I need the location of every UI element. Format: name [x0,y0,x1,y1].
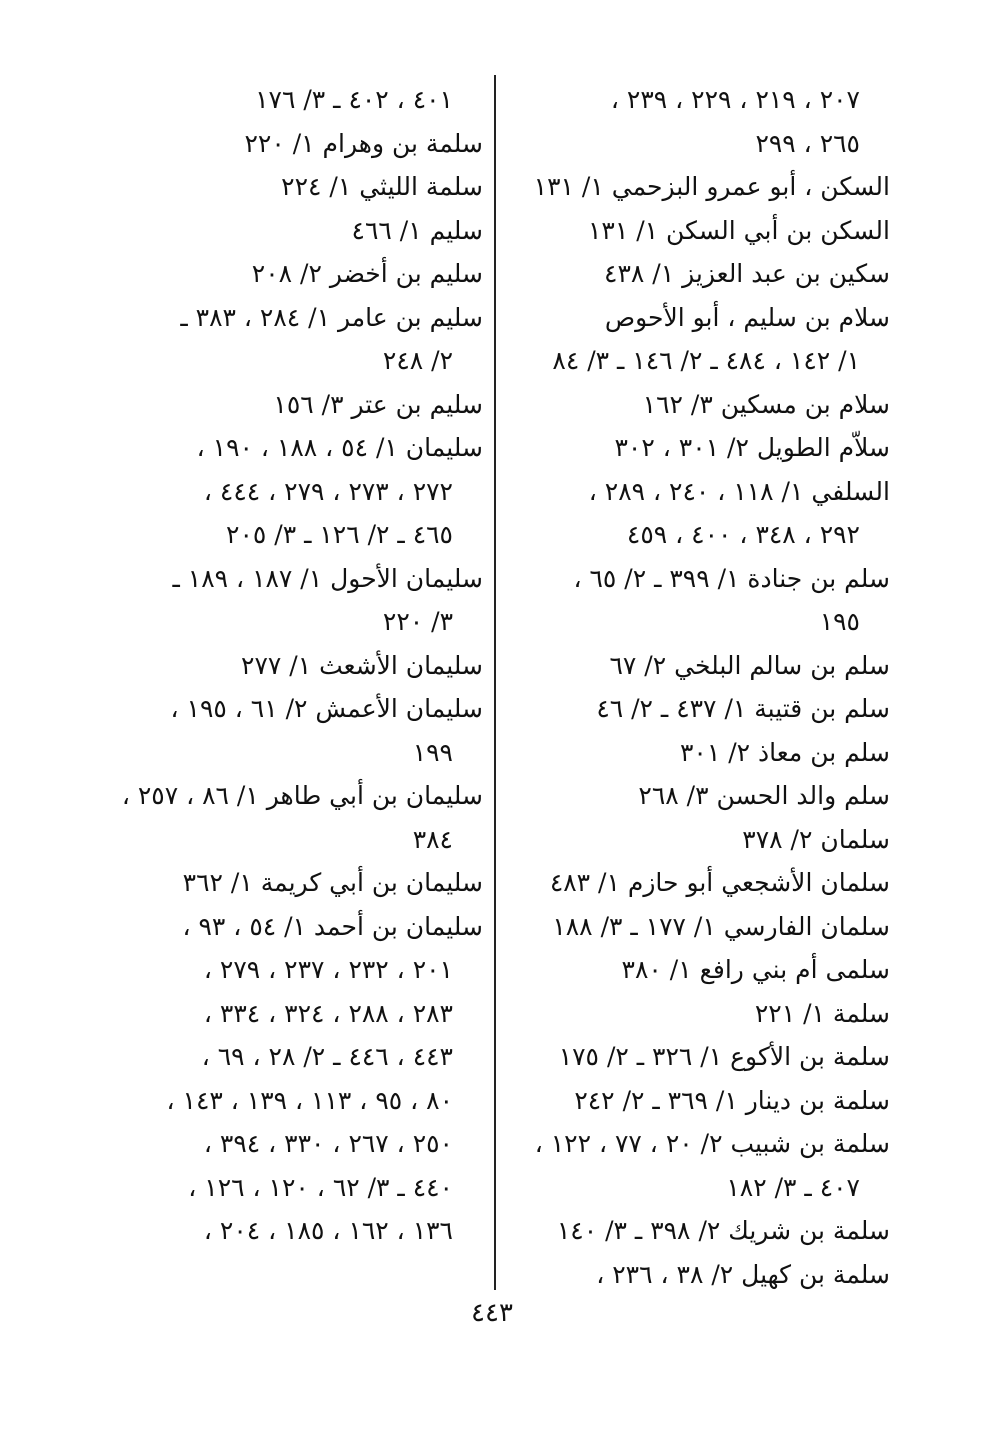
index-entry: سلام بن مسكين ٣/ ١٦٢ [642,389,890,419]
index-entry-continuation: ١/ ١٤٢ ، ٤٨٤ ـ ٢/ ١٤٦ ـ ٣/ ٨٤ [552,346,860,375]
page-number: ٤٤٣ [471,1298,513,1328]
index-entry-continuation: ٢٥٠ ، ٢٦٧ ، ٣٣٠ ، ٣٩٤ ، [203,1129,453,1158]
index-entry: سكين بن عبد العزيز ١/ ٤٣٨ [604,259,890,288]
column-divider [494,75,496,1290]
index-entry: سلام بن سليم ، أبو الأحوص [604,302,890,332]
index-entry: سليمان بن أبي كريمة ١/ ٣٦٢ [182,868,483,897]
index-entry: سلمة ١/ ٢٢١ [754,998,890,1028]
index-entry: سلمان ٢/ ٣٧٨ [742,824,890,854]
index-entry: سليمان الأحول ١/ ١٨٧ ، ١٨٩ ـ [172,563,483,593]
index-entry: السلفي ١/ ١١٨ ، ٢٤٠ ، ٢٨٩ ، [588,476,890,506]
index-entry: سلمة بن دينار ١/ ٣٦٩ ـ ٢/ ٢٤٢ [574,1085,890,1115]
index-entry-continuation: ٣/ ٢٢٠ [382,607,453,636]
index-entry-continuation: ٤٦٥ ـ ٢/ ١٢٦ ـ ٣/ ٢٠٥ [226,520,453,549]
index-entry: سلم بن جنادة ١/ ٣٩٩ ـ ٢/ ٦٥ ، [573,563,890,593]
index-entry: سلمان الفارسي ١/ ١٧٧ ـ ٣/ ١٨٨ [552,911,890,941]
index-entry: سليم بن عامر ١/ ٢٨٤ ، ٣٨٣ ـ [180,302,483,332]
index-entry: سليم بن عتر ٣/ ١٥٦ [273,389,483,419]
index-entry-continuation: ٤٠٧ ـ ٣/ ١٨٢ [726,1172,860,1202]
index-entry-continuation: ٢٨٣ ، ٢٨٨ ، ٣٢٤ ، ٣٣٤ ، [203,998,453,1028]
index-entry: سلمة الليثي ١/ ٢٢٤ [281,172,483,201]
index-entry-continuation: ٤٤٠ ـ ٣/ ٦٢ ، ١٢٠ ، ١٢٦ ، [188,1172,453,1202]
index-entry: سلمة بن وهرام ١/ ٢٢٠ [244,128,483,158]
index-entry-continuation: ٤٤٣ ، ٤٤٦ ـ ٢/ ٢٨ ، ٦٩ ، [201,1042,453,1071]
index-entry-continuation: ٣٨٤ [412,824,453,854]
index-entry: سلم بن قتيبة ١/ ٤٣٧ ـ ٢/ ٤٦ [596,694,890,723]
index-entry-continuation: ٢٧٢ ، ٢٧٣ ، ٢٧٩ ، ٤٤٤ ، [203,476,453,506]
index-entry: سليمان الأشعث ١/ ٢٧٧ [241,650,483,680]
index-entry: السكن ، أبو عمرو البزحمي ١/ ١٣١ [533,172,890,201]
index-entry-continuation: ١٣٦ ، ١٦٢ ، ١٨٥ ، ٢٠٤ ، [203,1216,453,1245]
index-entry: سليم بن أخضر ٢/ ٢٠٨ [251,259,483,288]
index-entry: سلمة بن شبيب ٢/ ٢٠ ، ٧٧ ، ١٢٢ ، [534,1129,890,1158]
index-entry: سلمة بن شريك ٢/ ٣٩٨ ـ ٣/ ١٤٠ [556,1216,890,1245]
index-entry: سلاّم الطويل ٢/ ٣٠١ ، ٣٠٢ [614,433,890,462]
index-entry: سليمان بن أحمد ١/ ٥٤ ، ٩٣ ، [182,911,483,941]
index-entry: سلمة بن الأكوع ١/ ٣٢٦ ـ ٢/ ١٧٥ [558,1042,890,1071]
index-entry-continuation: ٤٠١ ، ٤٠٢ ـ ٣/ ١٧٦ [255,85,453,114]
index-entry-continuation: ١٩٩ [412,737,453,767]
index-entry: سلم بن سالم البلخي ٢/ ٦٧ [609,650,890,680]
index-entry: سلم بن معاذ ٢/ ٣٠١ [679,737,890,767]
index-entry: سلم والد الحسن ٣/ ٢٦٨ [638,781,890,810]
index-entry-continuation: ٢٠١ ، ٢٣٢ ، ٢٣٧ ، ٢٧٩ ، [203,955,453,984]
index-entry-continuation: ٨٠ ، ٩٥ ، ١١٣ ، ١٣٩ ، ١٤٣ ، [166,1085,453,1115]
index-entry-continuation: ٢/ ٢٤٨ [382,346,453,375]
index-entry: سليمان بن أبي طاهر ١/ ٨٦ ، ٢٥٧ ، [121,781,483,810]
index-entry-continuation: ٢٩٢ ، ٣٤٨ ، ٤٠٠ ، ٤٥٩ [626,520,860,549]
index-entry: سلمى أم بني رافع ١/ ٣٨٠ [621,955,890,984]
index-entry-continuation: ٢٦٥ ، ٢٩٩ [755,128,860,158]
index-entry-continuation: ١٩٥ [819,607,860,636]
index-entry: سلمان الأشجعي أبو حازم ١/ ٤٨٣ [549,868,890,897]
index-entry: سليم ١/ ٤٦٦ [351,215,483,245]
index-entry: سلمة بن كهيل ٢/ ٣٨ ، ٢٣٦ ، [596,1259,890,1289]
index-entry: سليمان الأعمش ٢/ ٦١ ، ١٩٥ ، [170,694,483,723]
index-entry: سليمان ١/ ٥٤ ، ١٨٨ ، ١٩٠ ، [196,433,483,462]
right-column [515,78,890,1296]
index-entry-continuation: ٢٠٧ ، ٢١٩ ، ٢٢٩ ، ٢٣٩ ، [610,85,860,114]
index-entry: السكن بن أبي السكن ١/ ١٣١ [587,215,890,245]
left-column [108,78,483,1253]
